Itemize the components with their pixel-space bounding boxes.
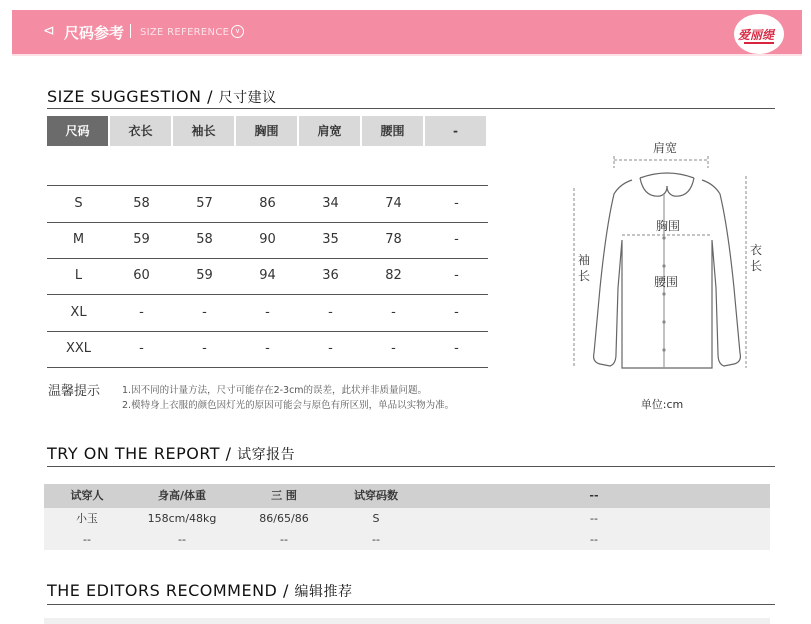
size-header-cell: 衣长 [110, 116, 171, 146]
tip-line: 2.模特身上衣服的颜色因灯光的原因可能会与原色有所区别，单品以实物为准。 [122, 400, 455, 411]
sleeve-label-1: 袖 [577, 253, 591, 267]
table-cell: 58 [133, 196, 150, 211]
size-header-cell: 尺码 [47, 116, 108, 146]
table-cell: 78 [385, 232, 402, 247]
table-cell: - [454, 268, 459, 283]
editors-title-sep: / [282, 581, 289, 600]
table-cell: 82 [385, 268, 402, 283]
shirt-measurement-diagram [570, 138, 770, 413]
table-cell: - [265, 305, 270, 320]
table-cell: 59 [196, 268, 213, 283]
logo-underline [744, 42, 774, 44]
table-cell: 59 [133, 232, 150, 247]
editors-content-strip [44, 618, 770, 624]
try-header-cell: 三 围 [271, 489, 297, 502]
size-header-cell: 胸围 [236, 116, 297, 146]
table-row [47, 331, 488, 368]
chest-label: 胸围 [655, 219, 681, 233]
size-table-header [47, 116, 488, 146]
section-divider [47, 466, 775, 467]
editors-section-title [47, 581, 352, 601]
size-header-cell: 袖长 [173, 116, 234, 146]
try-title-sep: / [225, 444, 232, 463]
section-divider [47, 108, 775, 109]
size-header-cell: - [425, 116, 486, 146]
table-cell: 158cm/48kg [147, 512, 217, 525]
share-icon[interactable]: ⊲ [43, 23, 55, 39]
size-title-sep: / [207, 87, 213, 106]
size-section-title [47, 87, 277, 107]
table-cell: - [328, 305, 333, 320]
table-cell: S [74, 196, 83, 211]
table-cell: 86/65/86 [259, 512, 309, 525]
shoulder-label: 肩宽 [652, 141, 678, 155]
table-row [47, 186, 488, 223]
table-cell: - [202, 305, 207, 320]
try-title-en: TRY ON THE REPORT [47, 444, 221, 463]
table-cell: - [139, 305, 144, 320]
table-cell: L [74, 268, 83, 283]
table-cell: -- [590, 533, 598, 546]
try-table-header [44, 484, 770, 508]
size-title-cn: 尺寸建议 [218, 90, 277, 106]
editors-title-en: THE EDITORS RECOMMEND [47, 581, 278, 600]
size-title-en: SIZE SUGGESTION [47, 87, 202, 106]
chevron-down-icon[interactable]: ∨ [231, 25, 244, 38]
unit-label: 单位:cm [640, 398, 684, 411]
table-cell: XL [70, 305, 87, 320]
table-cell: - [454, 232, 459, 247]
table-cell: - [391, 305, 396, 320]
table-cell: - [328, 341, 333, 356]
editors-title-cn: 编辑推荐 [294, 584, 353, 600]
header-banner [12, 10, 802, 56]
table-cell: 90 [259, 232, 276, 247]
try-header-cell: 试穿码数 [354, 489, 398, 502]
waist-label: 腰围 [653, 275, 679, 289]
table-cell: 58 [196, 232, 213, 247]
table-row [47, 258, 488, 295]
size-header-cell: 腰围 [362, 116, 423, 146]
length-label-1: 衣 [749, 243, 763, 257]
table-cell: - [391, 341, 396, 356]
table-row [47, 295, 488, 332]
try-header-cell: 试穿人 [70, 489, 104, 502]
table-cell: -- [178, 533, 186, 546]
table-cell: -- [280, 533, 288, 546]
table-cell: 36 [322, 268, 339, 283]
table-cell: 57 [196, 196, 213, 211]
length-label-2: 长 [749, 259, 763, 273]
table-cell: 60 [133, 268, 150, 283]
try-title-cn: 试穿报告 [237, 447, 296, 463]
table-cell: 94 [259, 268, 276, 283]
table-cell: 74 [385, 196, 402, 211]
table-cell: 86 [259, 196, 276, 211]
table-cell: M [72, 232, 85, 247]
table-row [47, 222, 488, 259]
table-cell: 35 [322, 232, 339, 247]
try-header-cell: 身高/体重 [157, 489, 207, 502]
banner-title: 尺码参考 [64, 24, 125, 42]
table-cell: - [202, 341, 207, 356]
table-row [44, 529, 770, 550]
table-cell: 34 [322, 196, 339, 211]
brand-logo-text: 爱丽缇 [738, 28, 775, 42]
table-cell: - [454, 196, 459, 211]
sleeve-label-2: 长 [577, 269, 591, 283]
banner-subtitle: SIZE REFERENCE [140, 27, 230, 38]
table-cell: -- [83, 533, 91, 546]
table-cell: -- [590, 512, 598, 525]
section-divider [47, 604, 775, 605]
table-cell: -- [372, 533, 380, 546]
brand-logo [734, 14, 784, 54]
table-cell: - [454, 341, 459, 356]
table-cell: S [372, 512, 380, 525]
tips-label: 温馨提示 [48, 384, 101, 399]
table-cell: 小玉 [76, 512, 98, 525]
try-header-cell: -- [589, 489, 599, 502]
table-cell: XXL [65, 341, 92, 356]
size-header-cell: 肩宽 [299, 116, 360, 146]
table-cell: - [454, 305, 459, 320]
table-cell: - [265, 341, 270, 356]
table-cell: - [139, 341, 144, 356]
banner-divider [130, 24, 131, 38]
try-section-title [47, 444, 295, 464]
table-row [44, 508, 770, 529]
tip-line: 1.因不同的计量方法，尺寸可能存在2-3cm的误差，此状并非质量问题。 [122, 385, 428, 396]
